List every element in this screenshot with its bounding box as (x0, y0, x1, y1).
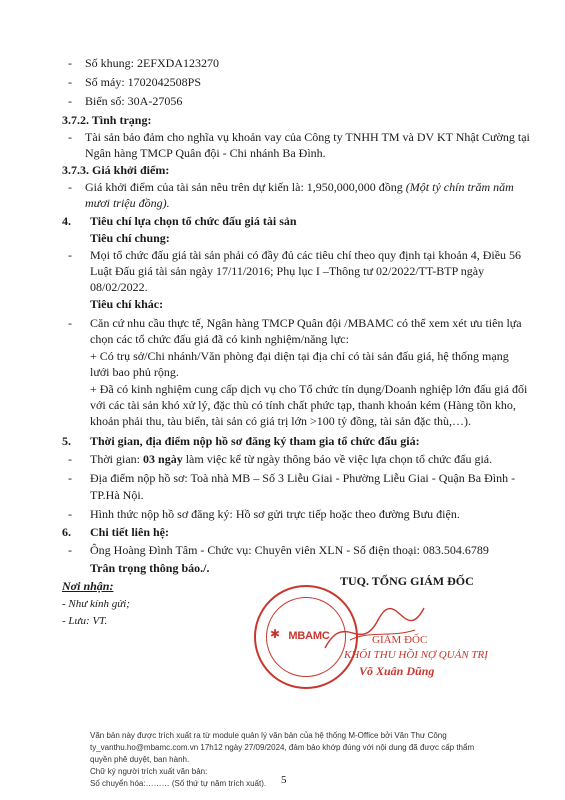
general-criteria-line3: 08/02/2022. (90, 280, 148, 294)
star-icon: ✱ (270, 627, 281, 641)
other-criteria-heading: Tiêu chí khác: (90, 297, 164, 311)
submission-time-label: Thời gian: (90, 452, 144, 466)
section-6-title: Chi tiết liên hệ: (90, 525, 169, 539)
general-criteria-line2: Luật Đấu giá tài sản ngày 17/11/2016; Phụ lục I –Thông tư 02/2022/TT-BTP ngày (90, 264, 485, 278)
closing-line: Trân trọng thông báo./. (90, 561, 210, 575)
frame-number: Số khung: 2EFXDA123270 (85, 56, 220, 70)
recipient-1: - Như kính gửi; (62, 598, 130, 610)
page-number: 5 (281, 774, 287, 786)
bullet-dash: - (68, 56, 72, 70)
bullet-dash: - (68, 75, 72, 89)
other-criteria-line2: chọn các tổ chức đấu giá đã có kinh nghiệm/năng lực: (90, 332, 349, 346)
section-3-7-2-title: 3.7.2. Tình trạng: (62, 113, 152, 127)
starting-price-value: Giá khởi điểm của tài sản nêu trên dự kiến là: 1,950,000,000 đồng (85, 180, 406, 194)
general-criteria-heading: Tiêu chí chung: (90, 231, 170, 245)
bullet-dash: - (68, 543, 72, 557)
bullet-dash: - (68, 180, 72, 194)
other-criteria-line5: + Đã có kinh nghiệm cung cấp dịch vụ cho Tổ chức tín dụng/Doanh nghiệp lớn đấu giá đối (90, 382, 528, 396)
section-5-title: Thời gian, địa điểm nộp hồ sơ đăng ký tham gia tổ chức đấu giá: (90, 434, 420, 448)
submission-time-days: 03 ngày (143, 452, 183, 466)
bullet-dash: - (68, 452, 72, 466)
signer-position-line2: KHỐI THU HỒI NỢ QUẢN TRỊ (344, 649, 488, 661)
submission-place-line2: TP.Hà Nội. (90, 488, 144, 502)
signer-position-line1: GIÁM ĐỐC (372, 634, 428, 646)
recipients-title: Nơi nhận: (62, 579, 114, 593)
other-criteria-line6: với các tài sản khó xử lý, đặc thù có tính chất phức tạp, thanh khoản kém (Hàng tồn kho, (90, 398, 516, 412)
section-4-title: Tiêu chí lựa chọn tổ chức đấu giá tài sản (90, 214, 297, 228)
general-criteria-line1: Mọi tổ chức đấu giá tài sản phải có đầy đủ các tiêu chí theo quy định tại khoản 4, Điều 56 (90, 248, 522, 262)
seal-logo-text: MBAMC (288, 630, 330, 642)
bullet-dash: - (68, 471, 72, 485)
other-criteria-line3: + Có trụ sở/Chi nhánh/Văn phòng đại diện tại địa chỉ có tài sản đấu giá, hệ thống mạng (90, 349, 509, 363)
section-5-number: 5. (62, 434, 71, 448)
signature-block-title: TUQ. TỔNG GIÁM ĐỐC (340, 574, 474, 588)
plate-number: Biển số: 30A-27056 (85, 94, 183, 108)
starting-price-words: (Một tỷ chín trăm năm (405, 180, 514, 194)
contact-details: Ông Hoàng Đình Tâm - Chức vụ: Chuyên viên XLN - Số điện thoại: 083.504.6789 (90, 543, 489, 557)
submission-time (90, 452, 492, 467)
other-criteria-line7: khoản phải thu, tàu biển, tài sản có giá trị lớn >100 tỷ đồng, tài sản đặc thù,…). (90, 414, 472, 428)
bullet-dash: - (68, 130, 72, 144)
starting-price-line2: mươi triệu đồng). (85, 196, 170, 210)
section-3-7-3-title: 3.7.3. Giá khởi điểm: (62, 163, 170, 177)
footer-line5: Số chuyển hóa:……… (Số thứ tự năm trích xuất). (90, 779, 267, 788)
footer-line3: quyền phê duyệt, ban hành. (90, 755, 190, 764)
section-4-number: 4. (62, 214, 71, 228)
submission-place-line1: Địa điểm nộp hồ sơ: Toà nhà MB – Số 3 Liễu Giai - Phường Liễu Giai - Quận Ba Đình - (90, 471, 516, 485)
submission-time-rest: làm việc kể từ ngày thông báo về việc lựa chọn tổ chức đấu giá. (182, 452, 493, 466)
footer-line2: ty_vanthu.ho@mbamc.com.vn 17h12 ngày 27/09/2024, đảm bảo khớp đúng với nội dung đã được cấp thẩm (90, 743, 475, 752)
signer-name: Võ Xuân Dũng (359, 664, 435, 678)
bullet-dash: - (68, 316, 72, 330)
status-text-line1: Tài sản bảo đảm cho nghĩa vụ khoản vay của Công ty TNHH TM và DV KT Nhật Cường tại (85, 130, 530, 144)
bullet-dash: - (68, 248, 72, 262)
other-criteria-line1: Căn cứ nhu cầu thực tế, Ngân hàng TMCP Quân đội /MBAMC có thể xem xét ưu tiên lựa (90, 316, 522, 330)
engine-number: Số máy: 1702042508PS (85, 75, 202, 89)
status-text-line2: Ngân hàng TMCP Quân đội - Chi nhánh Ba Đình. (85, 146, 326, 160)
footer-line1: Văn bản này được trích xuất ra từ module quản lý văn bản của hệ thống M-Office bởi Văn Thư Công (90, 731, 447, 740)
footer-line4: Chữ ký người trích xuất văn bản: (90, 767, 208, 776)
section-6-number: 6. (62, 525, 71, 539)
recipient-2: - Lưu: VT. (62, 615, 108, 627)
bullet-dash: - (68, 94, 72, 108)
other-criteria-line4: lưới bao phủ rộng. (90, 365, 179, 379)
starting-price-line1 (85, 180, 514, 195)
bullet-dash: - (68, 507, 72, 521)
submission-form: Hình thức nộp hồ sơ đăng ký: Hồ sơ gửi trực tiếp hoặc theo đường Bưu điện. (90, 507, 460, 521)
